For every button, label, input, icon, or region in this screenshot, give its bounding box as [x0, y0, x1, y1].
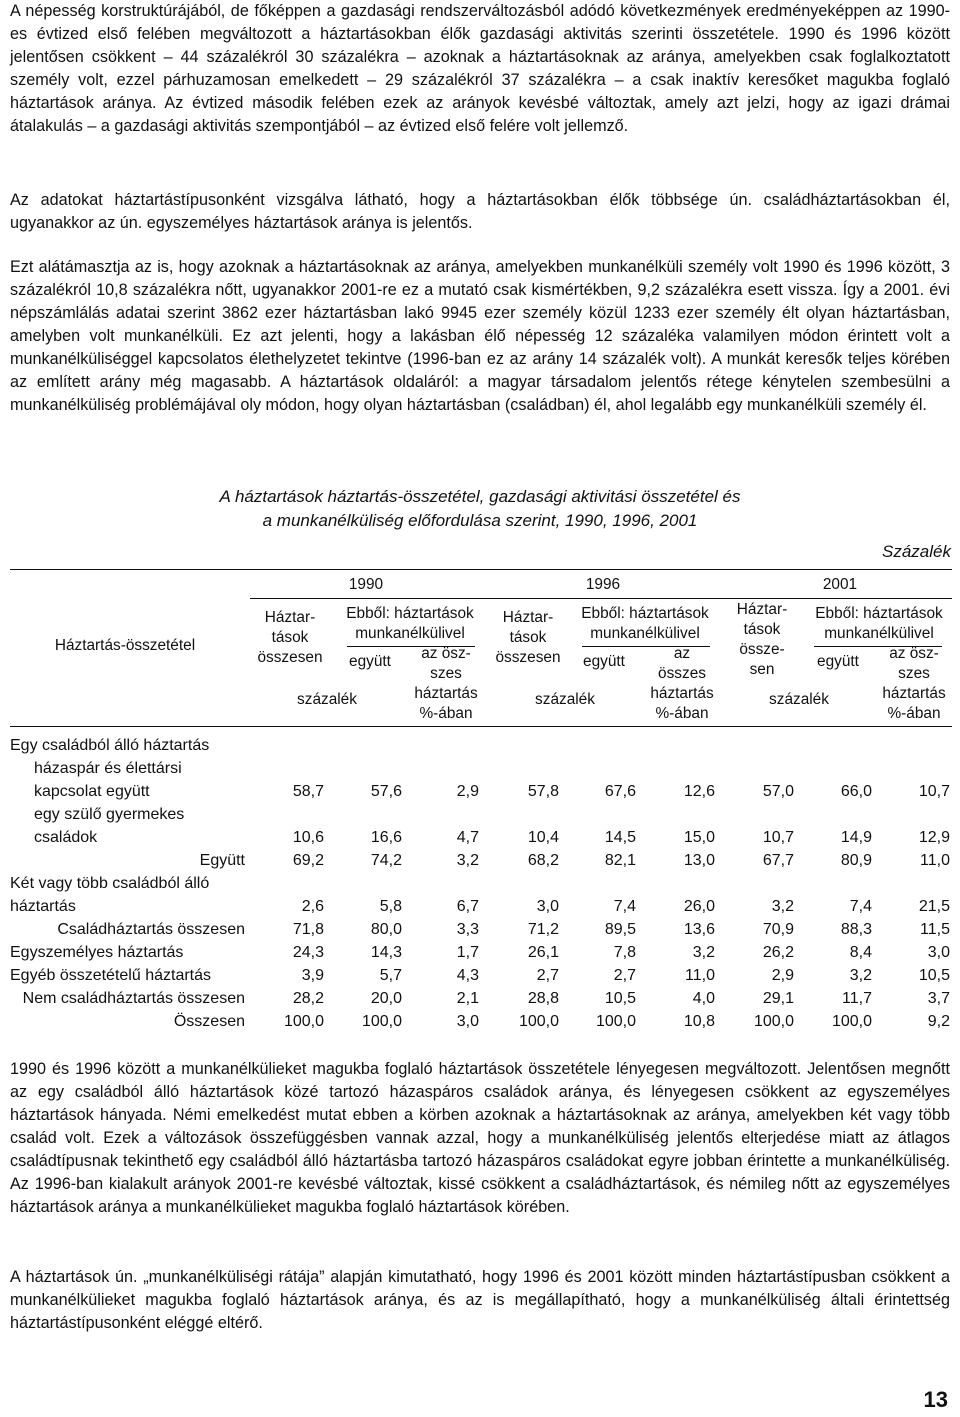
table-cell: 3,0: [456, 1013, 479, 1030]
table-cell: 4,3: [456, 967, 479, 984]
table-cell: 15,0: [683, 829, 715, 846]
table-cell: 28,2: [292, 990, 324, 1007]
table-cell: 58,7: [292, 783, 324, 800]
table-cell: 88,3: [840, 921, 872, 938]
table-cell: 10,5: [604, 990, 636, 1007]
table-cell: 68,2: [527, 852, 559, 869]
col-total-2001: Háztar- tások össze- sen: [736, 601, 788, 678]
table-cell: 3,2: [771, 898, 794, 915]
table-cell: 5,8: [379, 898, 402, 915]
paragraph-household-types: Az adatokat háztartástípusonként vizsgálva látható, hogy a háztartásokban élők többsége ún. családháztartásokban él, ugyanakkor az ún. egyszemélyes háztartások aránya is jelentős.: [10, 191, 950, 232]
col-egyutt-2001: együtt: [817, 653, 859, 670]
table-cell: 14,3: [370, 944, 402, 961]
table-cell: 2,1: [456, 990, 479, 1007]
row-label: házaspár és élettársi: [34, 760, 182, 777]
table-cell: 3,3: [456, 921, 479, 938]
paragraph-composition-change: 1990 és 1996 között a munkanélkülieket magukba foglaló háztartások összetétele lényegesen megváltozott. Jelentősen megnőtt az egy családból álló háztartások közé tartozó házaspáros családok aránya, és lényegesen csökkent az egyszemélyes háztartások hányada. Némi emelkedést mutat ebben a körben azoknak a háztartásoknak az aránya, amelyekben két vagy több család volt. Ezek a változások összefüggésben vannak azzal, hogy a munkanélküliség jelentős elterjedése miatt az átlagos családtípusnak tekinthető egy családból álló háztartásba tartozó házaspáros családokat egyre jobban érintette a munkanélküliség. Az 1996-ban kialakult arányok 2001-re kevésbé változtak, kissé csökkent a családháztartások, és némileg nőtt az egyszemélyes háztartások aránya a munkanélkülieket magukba foglaló háztartások körében.: [10, 1060, 950, 1216]
table-cell: 7,8: [613, 944, 636, 961]
table-cell: 11,0: [920, 852, 950, 869]
table-cell: 10,7: [762, 829, 794, 846]
table-cell: 89,5: [604, 921, 636, 938]
table-cell: 12,9: [918, 829, 950, 846]
table-cell: 8,4: [849, 944, 872, 961]
paragraph-unemployment-share: Ezt alátámasztja az is, hogy azoknak a háztartásoknak az aránya, amelyekben munkanélküli személy volt 1990 és 1996 között, 3 százalékról 10,8 százalékra nőtt, ugyanakkor 2001-re ez a mutató csak kismértékben, 9,2 százalékra esett vissza. Így a 2001. évi népszámlálás adatai szerint 3862 ezer háztartásban lakó 9945 ezer személy közül 1233 ezer személy élt olyan háztartásban, amelyben volt munkanélküli. Ez azt jelenti, hogy a lakásban élő népesség 12 százaléka valamilyen módon érintett volt a munkanélküliséggel kapcsolatos élethelyzetet tekintve (1996-ban ez az arány 14 százalék volt). A munkát keresők teljes körében az említett arány még magasabb. A háztartások oldaláról: a magyar társadalom jelentős rétege kénytelen szembesülni a munkanélküliség problémájával oly módon, hogy olyan háztartásban (családban) él, ahol legalább egy munkanélküli személy él.: [10, 258, 950, 414]
year-header-rule: [250, 598, 952, 599]
table-cell: 80,9: [840, 852, 872, 869]
table-cell: 100,0: [595, 1013, 636, 1030]
table-cell: 5,7: [379, 967, 402, 984]
table-cell: 11,5: [920, 921, 950, 938]
table-cell: 2,6: [301, 898, 324, 915]
table-cell: 7,4: [613, 898, 636, 915]
table-cell: 57,8: [527, 783, 559, 800]
table-cell: 3,2: [692, 944, 715, 961]
col-ebbol-1996: Ebből: háztartások munkanélkülivel: [581, 605, 709, 642]
table-cell: 4,7: [456, 829, 479, 846]
col-share-1996: az összes háztartás %-ában: [650, 645, 714, 722]
table-cell: 28,8: [527, 990, 559, 1007]
table-cell: 71,8: [292, 921, 324, 938]
row-label: egy szülő gyermekes: [34, 806, 185, 823]
table-cell: 13,6: [683, 921, 715, 938]
table-cell: 10,8: [683, 1013, 715, 1030]
table-cell: 3,0: [927, 944, 950, 961]
row-label: Két vagy több családból álló: [10, 875, 210, 892]
table-cell: 82,1: [604, 852, 636, 869]
table-cell: 20,0: [370, 990, 402, 1007]
row-label: Egyéb összetételű háztartás: [10, 967, 212, 984]
table-cell: 26,2: [762, 944, 794, 961]
col-ebbol-1990: Ebből: háztartások munkanélkülivel: [346, 605, 474, 642]
table-cell: 69,2: [292, 852, 324, 869]
table-cell: 3,9: [301, 967, 324, 984]
row-label: kapcsolat együtt: [34, 783, 150, 800]
row-label: Egy családból álló háztartás: [10, 737, 210, 754]
table-cell: 10,5: [918, 967, 950, 984]
year-2001: 2001: [822, 576, 858, 593]
table-cell: 11,0: [685, 967, 715, 984]
col-share-2001: az ösz- szes háztartás %-ában: [882, 645, 946, 722]
paragraph-intro: A népesség korstruktúrájából, de főképpen a gazdasági rendszerváltozásból adódó következmények eredményeképpen az 1990-es évtized első felében megváltozott a háztartásokban élők gazdasági aktivitás szerinti összetétele. 1990 és 1996 között jelentősen csökkent – 44 százalékról 30 százalékra – azoknak a háztartásoknak az aránya, amelyekben csak foglalkoztatott személy volt, ezzel párhuzamosan emelkedett – 29 százalékról 37 százalékra – a csak inaktív keresőket magukba foglaló háztartások aránya. Az évtized második felében ezek az arányok kevésbé változtak, amely azt jelzi, hogy az igazi drámai átalakulás – a gazdasági aktivitás szempontjából – az évtized első felére volt jellemző.: [10, 2, 950, 135]
col-total-1990: Háztar- tások összesen: [257, 609, 323, 666]
table-header-bottom-rule: [10, 726, 952, 727]
row-label: Nem családháztartás összesen: [22, 990, 245, 1007]
table-cell: 2,9: [456, 783, 479, 800]
table-cell: 3,0: [536, 898, 559, 915]
table-cell: 3,7: [927, 990, 950, 1007]
table-cell: 26,0: [683, 898, 715, 915]
row-label: háztartás: [10, 898, 76, 915]
table-cell: 2,7: [613, 967, 636, 984]
table-cell: 71,2: [527, 921, 559, 938]
table-cell: 4,0: [692, 990, 715, 1007]
table-cell: 7,4: [849, 898, 872, 915]
table-cell: 66,0: [840, 783, 872, 800]
szazalek-2001: százalék: [769, 691, 829, 708]
table-cell: 13,0: [683, 852, 715, 869]
table-title-line-1: A háztartások háztartás-összetétel, gazdasági aktivitási összetétel és: [219, 487, 741, 506]
table-cell: 2,9: [771, 967, 794, 984]
paragraph-unemployment-rate: A háztartások ún. „munkanélküliségi rátája” alapján kimutatható, hogy 1996 és 2001 között minden háztartástípusban csökkent a munkanélkülieket magukba foglaló háztartások aránya, és az is megállapítható, hogy a munkanélküliség általi érintettség háztartástípusonként eléggé eltérő.: [10, 1268, 950, 1332]
table-cell: 29,1: [762, 990, 794, 1007]
table-cell: 10,4: [527, 829, 559, 846]
table-cell: 24,3: [292, 944, 324, 961]
year-1990: 1990: [348, 576, 384, 593]
table-cell: 80,0: [370, 921, 402, 938]
table-cell: 3,2: [849, 967, 872, 984]
row-label: Összesen: [173, 1013, 245, 1030]
table-cell: 16,6: [370, 829, 402, 846]
col-total-1996: Háztar- tások összesen: [495, 609, 561, 666]
table-cell: 26,1: [527, 944, 559, 961]
table-cell: 100,0: [283, 1013, 324, 1030]
table-cell: 1,7: [456, 944, 479, 961]
table-cell: 100,0: [518, 1013, 559, 1030]
table-cell: 12,6: [683, 783, 715, 800]
table-cell: 14,5: [604, 829, 636, 846]
table-cell: 9,2: [927, 1013, 950, 1030]
table-cell: 10,7: [918, 783, 950, 800]
col-share-1990: az ösz- szes háztartás %-ában: [414, 645, 478, 722]
table-top-rule: [10, 569, 952, 570]
year-1996: 1996: [585, 576, 621, 593]
row-label: Családháztartás összesen: [57, 921, 245, 938]
col-egyutt-1990: együtt: [349, 653, 391, 670]
table-cell: 67,6: [604, 783, 636, 800]
page-number: 13: [923, 1387, 948, 1412]
table-cell: 10,6: [292, 829, 324, 846]
szazalek-1990: százalék: [297, 691, 357, 708]
table-unit: Százalék: [882, 542, 951, 561]
table-cell: 57,6: [370, 783, 402, 800]
table-cell: 57,0: [762, 783, 794, 800]
table-cell: 70,9: [762, 921, 794, 938]
table-cell: 100,0: [753, 1013, 794, 1030]
stub-header: Háztartás-összetétel: [54, 637, 196, 654]
table-cell: 6,7: [456, 898, 479, 915]
row-label: Egyszemélyes háztartás: [10, 944, 184, 961]
table-cell: 14,9: [840, 829, 872, 846]
table-cell: 11,7: [842, 990, 872, 1007]
table-cell: 100,0: [831, 1013, 872, 1030]
row-label: Együtt: [199, 852, 245, 869]
table-cell: 74,2: [370, 852, 402, 869]
table-title-line-2: a munkanélküliség előfordulása szerint, 1990, 1996, 2001: [262, 511, 698, 530]
col-ebbol-2001: Ebből: háztartások munkanélkülivel: [815, 605, 943, 642]
row-label: családok: [34, 829, 98, 846]
table-cell: 21,5: [918, 898, 950, 915]
table-cell: 67,7: [762, 852, 794, 869]
szazalek-1996: százalék: [535, 691, 595, 708]
table-cell: 100,0: [361, 1013, 402, 1030]
table-cell: 3,2: [456, 852, 479, 869]
table-cell: 2,7: [536, 967, 559, 984]
col-egyutt-1996: együtt: [583, 653, 625, 670]
